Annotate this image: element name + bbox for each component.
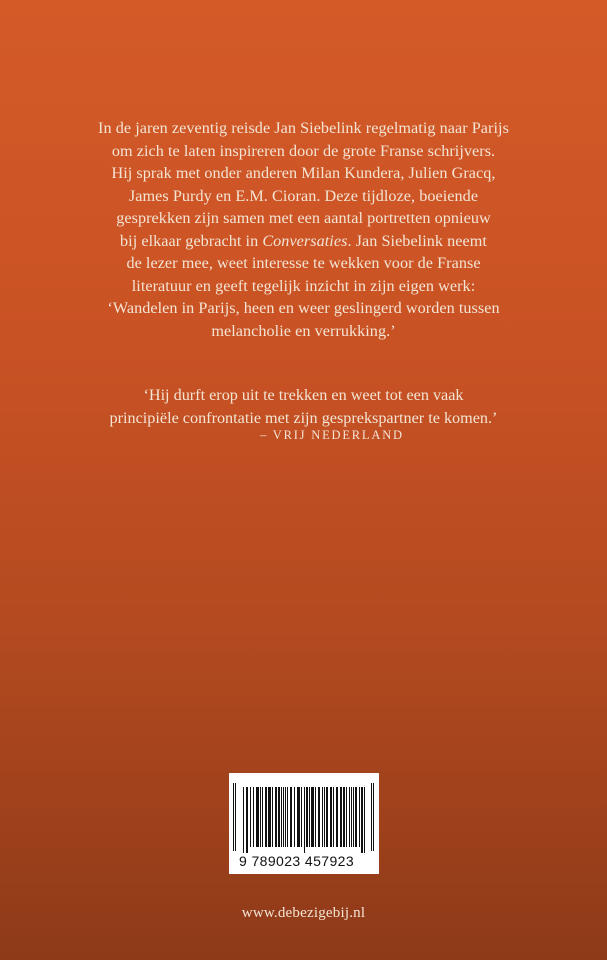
isbn-number: 9 789023 457923	[239, 853, 354, 869]
quote-source: – VRIJ NEDERLAND	[260, 428, 404, 442]
barcode-bar	[278, 787, 280, 847]
review-quote	[60, 384, 547, 429]
blurb-line: In de jaren zeventig reisde Jan Siebelink regelmatig naar Parijs	[98, 119, 509, 137]
barcode-bar	[340, 787, 342, 847]
barcode-bar	[330, 787, 332, 847]
barcode-bar	[253, 787, 254, 847]
barcode-bar	[361, 787, 363, 853]
barcode-bar	[333, 787, 334, 847]
barcode-bar	[262, 787, 263, 847]
barcode-bar	[351, 787, 352, 847]
barcode-bar	[315, 787, 316, 847]
publisher-website[interactable]: www.debezigebij.nl	[241, 905, 366, 921]
barcode-bar	[285, 787, 286, 847]
barcode-bar	[250, 787, 251, 847]
blurb-line: Hij sprak met onder anderen Milan Kundera, Julien Gracq,	[111, 164, 496, 182]
barcode-bar	[256, 787, 259, 847]
barcode-bar	[326, 787, 328, 847]
blurb-line	[70, 230, 537, 253]
barcode-bar	[306, 787, 308, 847]
barcode-bar	[275, 787, 277, 847]
barcode-bar	[283, 787, 284, 847]
barcode-bar	[281, 787, 282, 847]
barcode-bar	[304, 787, 305, 853]
barcode-bar	[290, 787, 292, 847]
barcode-bar	[359, 787, 360, 847]
barcode-bar	[297, 787, 300, 847]
barcode-bar	[322, 787, 323, 847]
barcode-bar	[260, 787, 261, 847]
barcode-bar	[309, 787, 310, 847]
blurb-text	[70, 117, 537, 342]
blurb-line: de lezer mee, weet interesse te wekken voor de Franse	[126, 254, 481, 272]
blurb-line: ‘Wandelen in Parijs, heen en weer geslingerd worden tussen	[107, 299, 500, 317]
barcode-bar	[287, 787, 288, 847]
barcode-bar	[355, 787, 357, 847]
blurb-line-prefix: bij elkaar gebracht in	[120, 231, 263, 250]
barcode-bar	[318, 787, 320, 847]
barcode-bar	[268, 787, 271, 847]
blurb-line: James Purdy en E.M. Cioran. Deze tijdloze, boeiende	[128, 186, 479, 205]
barcode-bar	[364, 787, 365, 853]
barcode-bar	[246, 787, 248, 853]
blurb-line-suffix: . Jan Siebelink neemt	[347, 231, 487, 250]
barcode-bar	[336, 787, 338, 847]
barcode-bar	[324, 787, 325, 847]
blurb-line: gesprekken zijn samen met een aantal portretten opnieuw	[116, 209, 491, 227]
quote-line: principiële confrontatie met zijn gesprekspartner te komen.’	[109, 408, 498, 427]
quote-line: ‘Hij durft erop uit te trekken en weet tot een vaak	[143, 386, 464, 404]
isbn-barcode	[229, 773, 379, 874]
blurb-line: om zich te laten inspireren door de grote Franse schrijvers.	[111, 141, 496, 160]
blurb-line: melancholie en verrukking.’	[211, 321, 396, 340]
book-title-italic: Conversaties	[262, 231, 348, 250]
barcode-bar	[311, 787, 314, 847]
barcode-bar	[343, 787, 345, 847]
barcode-bar	[272, 787, 273, 847]
barcode-bar	[243, 787, 244, 853]
barcode-bar	[346, 787, 347, 847]
barcode-bar	[265, 787, 267, 847]
barcode-bar	[301, 787, 302, 847]
barcode-bar	[353, 787, 354, 847]
barcode-bar	[294, 787, 295, 847]
barcode-bar	[349, 787, 350, 847]
blurb-line: literatuur en geeft tegelijk inzicht in zijn eigen werk:	[131, 276, 476, 295]
